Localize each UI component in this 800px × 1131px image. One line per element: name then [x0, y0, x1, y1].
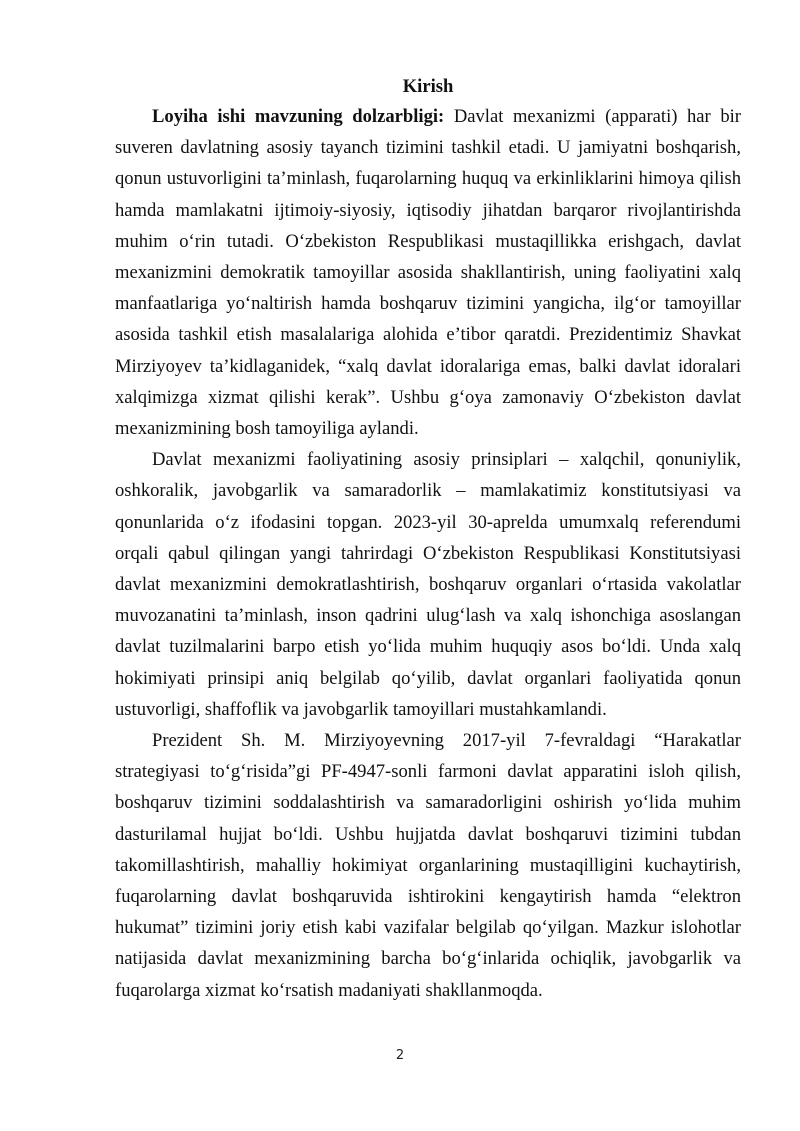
page-number: 2: [395, 1048, 405, 1063]
paragraph-lead: Loyiha ishi mavzuning dolzarbligi:: [152, 106, 445, 127]
paragraph-text: Davlat mexanizmi (apparati) har bir suveren davlatning asosiy tayanch tizimini tashkil etadi. U jamiyatni boshqarish, qonun ustuvorligini ta’minlash, fuqarolarning huquq va erkinliklarini himoya qilish hamda mamlakatni ijtimoiy-siyosiy, iqtisodiy jihatdan barqaror rivojlantirishda muhim o‘rin tutadi. O‘zbekiston Respublikasi mustaqillikka erishgach, davlat mexanizmini demokratik tamoyillar asosida shakllantirish, uning faoliyatini xalq manfaatlariga yo‘naltirish hamda boshqaruv tizimini yangicha, ilg‘or tamoyillar asosida tashkil etish masalalariga alohida e’tibor qaratdi. Prezidentimiz Shavkat Mirziyoyev ta’kidlaganidek, “xalq davlat idoralariga emas, balki davlat idoralari xalqimizga xizmat qilishi kerak”. Ushbu g‘oya zamonaviy O‘zbekiston davlat mexanizmining bosh tamoyiliga aylandi.: [115, 106, 741, 440]
paragraph-text: Prezident Sh. M. Mirziyoyevning 2017-yil 7-fevraldagi “Harakatlar strategiyasi to‘g‘risida”gi PF-4947-sonli farmoni davlat apparatini isloh qilish, boshqaruv tizimini soddalashtirish va samaradorligini oshirish yo‘lida muhim dasturilamal hujjat bo‘ldi. Ushbu hujjatda davlat boshqaruvi tizimini tubdan takomillashtirish, mahalliy hokimiyat organlarining mustaqilligini kuchaytirish, fuqarolarning davlat boshqaruvida ishtirokini kengaytirish hamda “elektron hukumat” tizimini joriy etish kabi vazifalar belgilab qo‘yilgan. Mazkur islohotlar natijasida davlat mexanizmining barcha bo‘g‘inlarida ochiqlik, javobgarlik va fuqarolarga xizmat ko‘rsatish madaniyati shakllanmoqda.: [115, 730, 741, 1001]
paragraph-relevance: [115, 101, 741, 444]
section-title: Kirish: [402, 76, 454, 97]
paragraph-principles: [115, 444, 741, 725]
paragraph-text: Davlat mexanizmi faoliyatining asosiy prinsiplari – xalqchil, qonuniylik, oshkoralik, javobgarlik va samaradorlik – mamlakatimiz konstitutsiyasi va qonunlarida o‘z ifodasini topgan. 2023-yil 30-aprelda umumxalq referendumi orqali qabul qilingan yangi tahrirdagi O‘zbekiston Respublikasi Konstitutsiyasi davlat mexanizmini demokratlashtirish, boshqaruv organlari o‘rtasida vakolatlar muvozanatini ta’minlash, inson qadrini ulug‘lash va xalq ishonchiga asoslangan davlat tuzilmalarini barpo etish yo‘lida muhim huquqiy asos bo‘ldi. Unda xalq hokimiyati prinsipi aniq belgilab qo‘yilib, davlat organlari faoliyatida qonun ustuvorligi, shaffoflik va javobgarlik tamoyillari mustahkamlandi.: [115, 449, 741, 720]
page-content: [115, 75, 741, 1006]
paragraph-decree: [115, 725, 741, 1006]
